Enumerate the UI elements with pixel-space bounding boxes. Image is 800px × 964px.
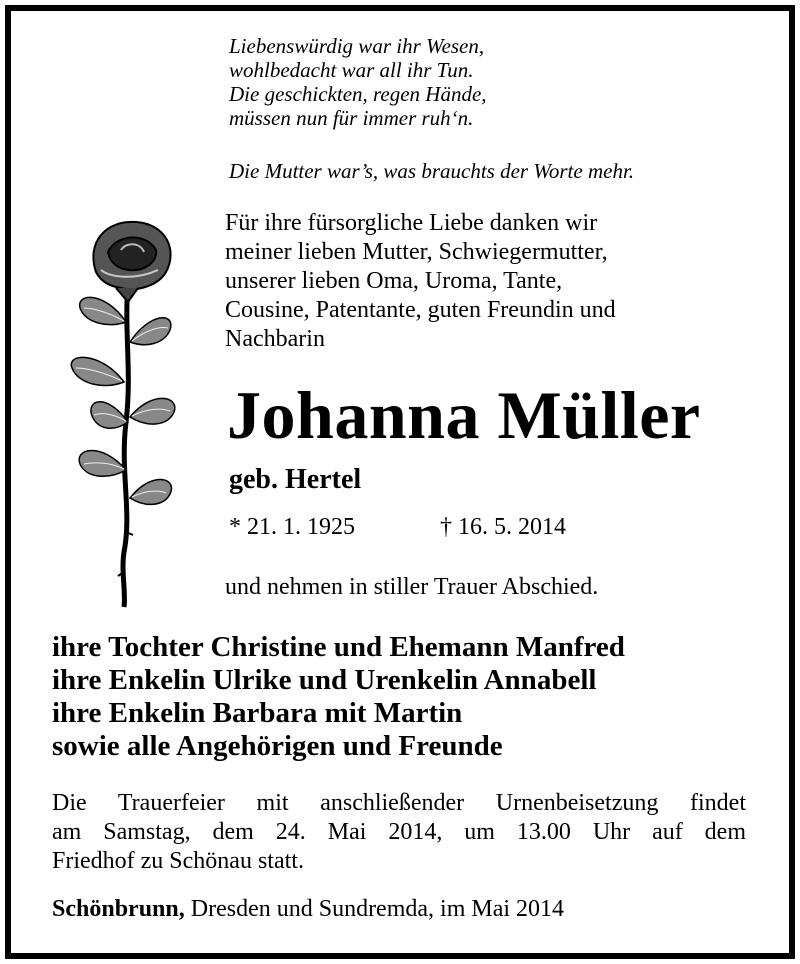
birth-name: geb. Hertel	[229, 464, 362, 495]
birth-date: * 21. 1. 1925	[229, 514, 355, 540]
intro-line: Für ihre fürsorgliche Liebe danken wir	[225, 210, 598, 236]
rose-icon	[66, 212, 196, 612]
intro-line: Nachbarin	[225, 326, 325, 352]
poem-line: wohlbedacht war all ihr Tun.	[229, 58, 474, 82]
intro-line: Cousine, Patentante, guten Freundin und	[225, 297, 616, 323]
farewell-text: und nehmen in stiller Trauer Abschied.	[225, 574, 599, 600]
death-date: † 16. 5. 2014	[440, 514, 566, 540]
place-and-date	[52, 896, 564, 923]
service-line: am Samstag, dem 24. Mai 2014, um 13.00 Uhr auf dem	[52, 819, 746, 845]
poem-line: Die geschickten, regen Hände,	[229, 82, 487, 106]
place-town: Schönbrunn,	[52, 896, 185, 922]
mourner-line: ihre Tochter Christine und Ehemann Manfred	[52, 631, 625, 663]
intro-text	[225, 209, 725, 354]
motto: Die Mutter war’s, was brauchts der Worte mehr.	[229, 159, 635, 183]
intro-line: unserer lieben Oma, Uroma, Tante,	[225, 268, 563, 294]
deceased-name: Johanna Müller	[227, 377, 701, 453]
intro-line: meiner lieben Mutter, Schwiegermutter,	[225, 239, 608, 265]
mourner-line: sowie alle Angehörigen und Freunde	[52, 730, 503, 762]
mourner-line: ihre Enkelin Ulrike und Urenkelin Annabell	[52, 664, 597, 696]
poem-line: müssen nun für immer ruh‘n.	[229, 106, 474, 130]
poem-line: Liebenswürdig war ihr Wesen,	[229, 34, 485, 58]
place-rest: Dresden und Sundremda, im Mai 2014	[184, 896, 565, 922]
service-line: Friedhof zu Schönau statt.	[52, 848, 304, 874]
funeral-service-info	[52, 789, 746, 876]
mourners-list	[52, 631, 625, 763]
poem	[229, 34, 487, 130]
mourner-line: ihre Enkelin Barbara mit Martin	[52, 697, 463, 729]
service-line: Die Trauerfeier mit anschließender Urnenbeisetzung findet	[52, 790, 746, 816]
